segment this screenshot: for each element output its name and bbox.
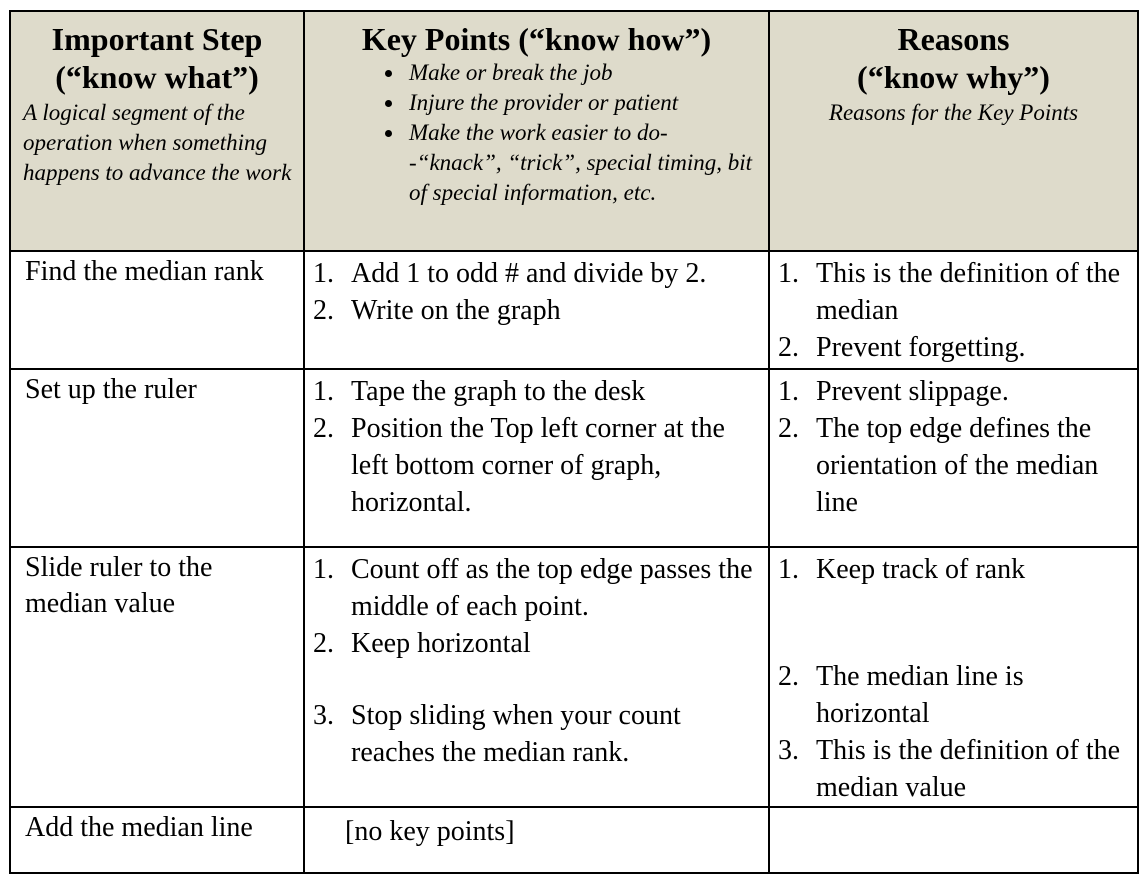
table-row [10, 251, 1138, 369]
header-important-step-title: Important Step (“know what”) [51, 21, 263, 95]
key-points-list [305, 548, 768, 771]
list-item: 2. Keep horizontal [313, 628, 531, 659]
reasons-cell [769, 369, 1138, 547]
step-text: Add the median line [25, 812, 253, 843]
table-row [10, 807, 1138, 873]
step-cell [10, 807, 304, 873]
no-key-points-text: [no key points] [345, 816, 515, 847]
list-item: 3. This is the definition of the median value [778, 735, 1121, 803]
list-item: 2. Position the Top left corner at the left bottom corner of graph, horizontal. [313, 413, 725, 518]
reasons-list [770, 548, 1137, 806]
key-points-cell [304, 369, 769, 547]
list-item: 1. Count off as the top edge passes the middle of each point. [313, 554, 753, 622]
list-item: 1. Keep track of rank [778, 554, 1026, 585]
step-cell [10, 369, 304, 547]
list-item: 2. The median line is horizontal [778, 661, 1024, 729]
table-row [10, 369, 1138, 547]
step-cell [10, 547, 304, 807]
bullet-item: • Make or break the job [405, 58, 758, 88]
list-item: 2. The top edge defines the orientation of the median line [778, 413, 1099, 518]
key-points-cell [304, 807, 769, 873]
bullet-item: • Make the work easier to do--“knack”, “trick”, special timing, bit of special information, etc. [405, 118, 758, 208]
reasons-list [770, 370, 1137, 521]
key-points-list [305, 252, 768, 329]
step-text: Slide ruler to the median value [25, 552, 213, 619]
list-item: 1. Tape the graph to the desk [313, 376, 646, 407]
list-item: 1. Add 1 to odd # and divide by 2. [313, 258, 707, 289]
list-item: 3. Stop sliding when your count reaches the median rank. [313, 700, 681, 768]
header-reasons-subtitle: Reasons for the Key Points [828, 100, 1079, 125]
header-important-step-subtitle: A logical segment of the operation when something happens to advance the work [23, 100, 292, 185]
header-key-points-title: Key Points (“know how”) [361, 21, 712, 57]
bullet-item: • Injure the provider or patient [405, 88, 758, 118]
job-breakdown-table [9, 10, 1139, 874]
list-item: 2. Prevent forgetting. [778, 332, 1026, 363]
reasons-cell [769, 251, 1138, 369]
reasons-cell [769, 807, 1138, 873]
key-points-cell [304, 251, 769, 369]
header-important-step [10, 11, 304, 251]
header-key-points-bullets [305, 58, 768, 208]
reasons-list [770, 252, 1137, 366]
list-item: 1. This is the definition of the median [778, 258, 1121, 326]
step-text: Set up the ruler [25, 374, 197, 405]
step-text: Find the median rank [25, 256, 264, 287]
header-row [10, 11, 1138, 251]
header-reasons [769, 11, 1138, 251]
list-item: 2. Write on the graph [313, 295, 561, 326]
reasons-cell [769, 547, 1138, 807]
key-points-cell [304, 547, 769, 807]
list-item: 1. Prevent slippage. [778, 376, 1009, 407]
step-cell [10, 251, 304, 369]
table-row [10, 547, 1138, 807]
key-points-list [305, 370, 768, 521]
header-key-points [304, 11, 769, 251]
header-reasons-title: Reasons (“know why”) [857, 21, 1050, 95]
